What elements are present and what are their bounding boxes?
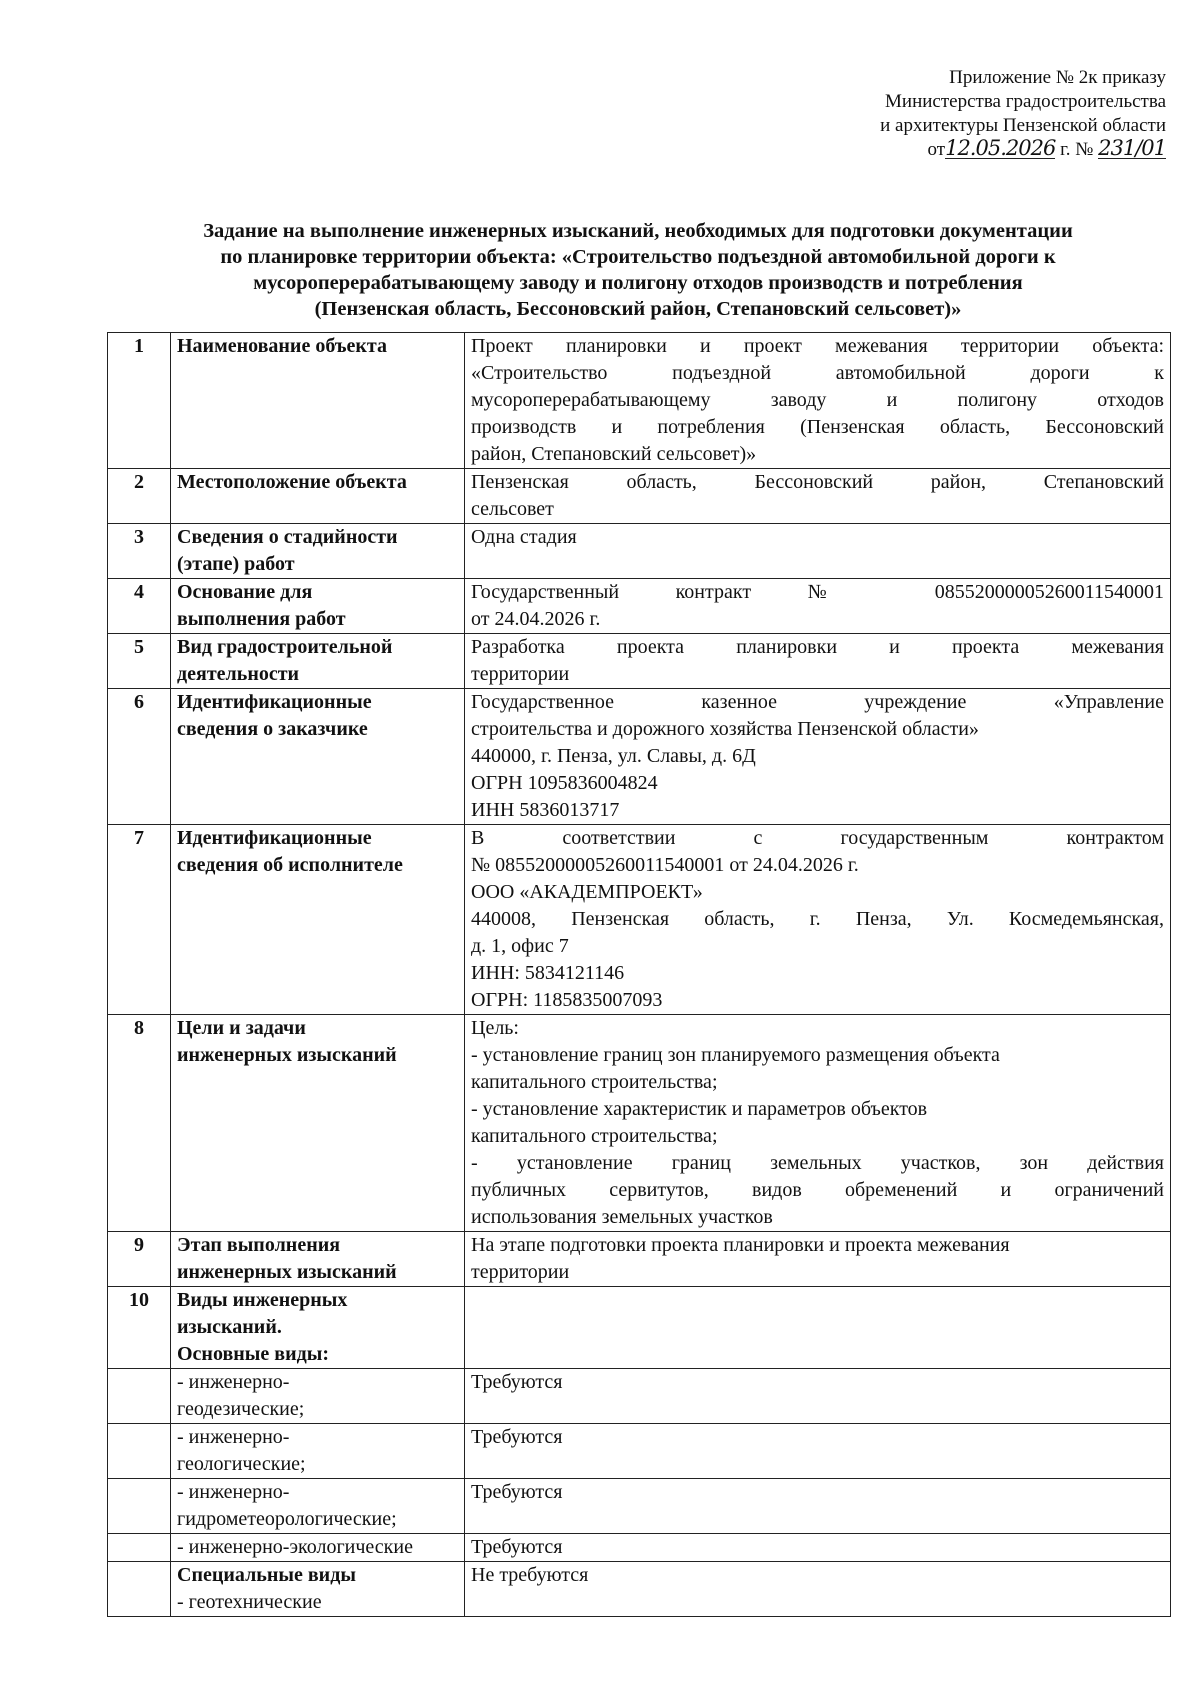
- handwritten-order-number: 231/01: [1098, 136, 1166, 160]
- table-row: [108, 524, 1171, 579]
- label-line: Идентификационные: [177, 691, 372, 713]
- row-label: [171, 1479, 465, 1534]
- label-line: - геотехнические: [177, 1591, 322, 1613]
- value-line: На этапе подготовки проекта планировки и проекта межевания: [471, 1234, 1010, 1256]
- label-line: Этап выполнения: [177, 1234, 341, 1256]
- table-row: [108, 634, 1171, 689]
- label-line: гидрометеорологические;: [177, 1508, 397, 1530]
- requirements-table: [107, 332, 1171, 1617]
- row-value: [465, 1232, 1171, 1287]
- row-value: [465, 1369, 1171, 1424]
- value-line: использования земельных участков: [471, 1206, 773, 1228]
- table-row: [108, 1369, 1171, 1424]
- row-label: Наименование объекта: [171, 333, 465, 469]
- value-line: территории: [471, 1261, 570, 1283]
- row-value: [465, 634, 1171, 689]
- row-label: Местоположение объекта: [171, 469, 465, 524]
- label-line: - инженерно-: [177, 1371, 290, 1393]
- value-line: - установление границ земельных участков, зон действия: [471, 1152, 1164, 1174]
- row-label: [171, 1534, 465, 1562]
- value-line: Требуются: [471, 1536, 563, 1558]
- value-line: Разработка проекта планировки и проекта межевания: [471, 636, 1164, 658]
- value-line: Пензенская область, Бессоновский район, Степановский: [471, 471, 1164, 493]
- value-line: Цель:: [471, 1017, 519, 1039]
- row-value: [465, 579, 1171, 634]
- value-line: Требуются: [471, 1481, 563, 1503]
- value-line: строительства и дорожного хозяйства Пензенской области»: [471, 718, 979, 740]
- row-value: [465, 825, 1171, 1015]
- label-line: Основные виды:: [177, 1343, 329, 1365]
- row-label: [171, 1287, 465, 1369]
- value-line: сельсовет: [471, 498, 554, 520]
- value-line: публичных сервитутов, видов обременений и ограничений: [471, 1179, 1164, 1201]
- row-number: 4: [108, 579, 171, 634]
- value-line: район, Степановский сельсовет)»: [471, 443, 757, 465]
- value-line: 440000, г. Пенза, ул. Славы, д. 6Д: [471, 745, 756, 767]
- value-line: В соответствии с государственным контрактом: [471, 827, 1164, 849]
- row-value: [465, 1424, 1171, 1479]
- value-line: территории: [471, 663, 570, 685]
- title-line-1: Задание на выполнение инженерных изысканий, необходимых для подготовки документации: [203, 220, 1073, 242]
- label-line: Сведения о стадийности: [177, 526, 398, 548]
- appendix-line-2: Министерства градостроительства: [885, 91, 1166, 112]
- value-line: капитального строительства;: [471, 1125, 718, 1147]
- special-types-label: Специальные виды: [177, 1564, 356, 1586]
- table-row: [108, 333, 1171, 469]
- appendix-line-1: Приложение № 2к приказу: [949, 67, 1166, 88]
- value-line: ИНН 5836013717: [471, 799, 620, 821]
- row-value: [465, 1534, 1171, 1562]
- table-row: [108, 1287, 1171, 1369]
- row-label: [171, 579, 465, 634]
- row-label: [171, 1562, 465, 1617]
- row-value: [465, 1015, 1171, 1232]
- value-line: Требуются: [471, 1426, 563, 1448]
- label-line: Виды инженерных: [177, 1289, 348, 1311]
- appendix-date-line: [840, 138, 1166, 162]
- table-row: [108, 1562, 1171, 1617]
- label-line: Идентификационные: [177, 827, 372, 849]
- row-number: [108, 1562, 171, 1617]
- date-prefix: от: [927, 139, 946, 160]
- table-row: [108, 469, 1171, 524]
- value-line: мусороперерабатывающему заводу и полигону отходов: [471, 389, 1164, 411]
- table-row: [108, 1479, 1171, 1534]
- title-line-4: (Пензенская область, Бессоновский район, Степановский сельсовет)»: [314, 298, 962, 320]
- row-number: 1: [108, 333, 171, 469]
- appendix-header: [840, 66, 1166, 162]
- label-line: изысканий.: [177, 1316, 282, 1338]
- label-line: инженерных изысканий: [177, 1044, 397, 1066]
- value-line: Проект планировки и проект межевания территории объекта:: [471, 335, 1164, 357]
- row-number: 8: [108, 1015, 171, 1232]
- label-line: деятельности: [177, 663, 300, 685]
- label-line: геологические;: [177, 1453, 306, 1475]
- row-value: [465, 689, 1171, 825]
- row-number: [108, 1424, 171, 1479]
- label-line: геодезические;: [177, 1398, 305, 1420]
- value-line: - установление характеристик и параметров объектов: [471, 1098, 928, 1120]
- row-value: [465, 1479, 1171, 1534]
- row-number: [108, 1369, 171, 1424]
- value-line: производств и потребления (Пензенская область, Бессоновский: [471, 416, 1164, 438]
- appendix-line-3: и архитектуры Пензенской области: [880, 115, 1166, 136]
- value-line: ОГРН 1095836004824: [471, 772, 658, 794]
- value-line: - установление границ зон планируемого размещения объекта: [471, 1044, 1000, 1066]
- row-label: [171, 825, 465, 1015]
- table-row: [108, 1015, 1171, 1232]
- row-value: [465, 1562, 1171, 1617]
- value-line: капитального строительства;: [471, 1071, 718, 1093]
- document-title: [110, 218, 1166, 322]
- label-line: сведения о заказчике: [177, 718, 368, 740]
- row-value: [465, 469, 1171, 524]
- value-line: д. 1, офис 7: [471, 935, 569, 957]
- label-line: - инженерно-экологические: [177, 1536, 413, 1558]
- row-number: 5: [108, 634, 171, 689]
- row-label: [171, 524, 465, 579]
- label-line: выполнения работ: [177, 608, 346, 630]
- value-line: № 08552000005260011540001 от 24.04.2026 г.: [471, 854, 859, 876]
- row-number: 7: [108, 825, 171, 1015]
- value-line: Одна стадия: [471, 526, 577, 548]
- label-line: (этапе) работ: [177, 553, 295, 575]
- year-number-label: г. №: [1060, 139, 1094, 160]
- row-label: [171, 1369, 465, 1424]
- title-line-3: мусороперерабатывающему заводу и полигону отходов производств и потребления: [253, 272, 1023, 294]
- row-label: [171, 689, 465, 825]
- row-value: [465, 333, 1171, 469]
- value-line: «Строительство подъездной автомобильной дороги к: [471, 362, 1164, 384]
- value-line: Требуются: [471, 1371, 563, 1393]
- title-line-2: по планировке территории объекта: «Строительство подъездной автомобильной дороги к: [220, 246, 1056, 268]
- value-line: 440008, Пензенская область, г. Пенза, Ул. Космедемьянская,: [471, 908, 1164, 930]
- row-label: [171, 1015, 465, 1232]
- table-row: [108, 579, 1171, 634]
- table-row: [108, 825, 1171, 1015]
- row-label: [171, 634, 465, 689]
- label-line: Основание для: [177, 581, 313, 603]
- label-line: Цели и задачи: [177, 1017, 306, 1039]
- row-number: 2: [108, 469, 171, 524]
- table-row: [108, 1534, 1171, 1562]
- label-line: сведения об исполнителе: [177, 854, 403, 876]
- row-label: [171, 1424, 465, 1479]
- table-row: [108, 1424, 1171, 1479]
- table-row: [108, 1232, 1171, 1287]
- row-number: 6: [108, 689, 171, 825]
- value-line: ИНН: 5834121146: [471, 962, 625, 984]
- row-value: [465, 1287, 1171, 1369]
- value-line: Государственный контракт № 08552000005260011540001: [471, 581, 1164, 603]
- row-value: [465, 524, 1171, 579]
- row-number: 3: [108, 524, 171, 579]
- label-line: - инженерно-: [177, 1481, 290, 1503]
- row-label: [171, 1232, 465, 1287]
- value-line: ОГРН: 1185835007093: [471, 989, 663, 1011]
- handwritten-date: 12.05.2026: [945, 136, 1056, 160]
- table-row: [108, 689, 1171, 825]
- label-line: инженерных изысканий: [177, 1261, 397, 1283]
- row-number: [108, 1479, 171, 1534]
- label-line: Вид градостроительной: [177, 636, 393, 658]
- row-number: 10: [108, 1287, 171, 1369]
- value-line: от 24.04.2026 г.: [471, 608, 601, 630]
- value-line: Не требуются: [471, 1564, 589, 1586]
- value-line: Государственное казенное учреждение «Управление: [471, 691, 1164, 713]
- row-number: [108, 1534, 171, 1562]
- label-line: - инженерно-: [177, 1426, 290, 1448]
- value-line: ООО «АКАДЕМПРОЕКТ»: [471, 881, 703, 903]
- row-number: 9: [108, 1232, 171, 1287]
